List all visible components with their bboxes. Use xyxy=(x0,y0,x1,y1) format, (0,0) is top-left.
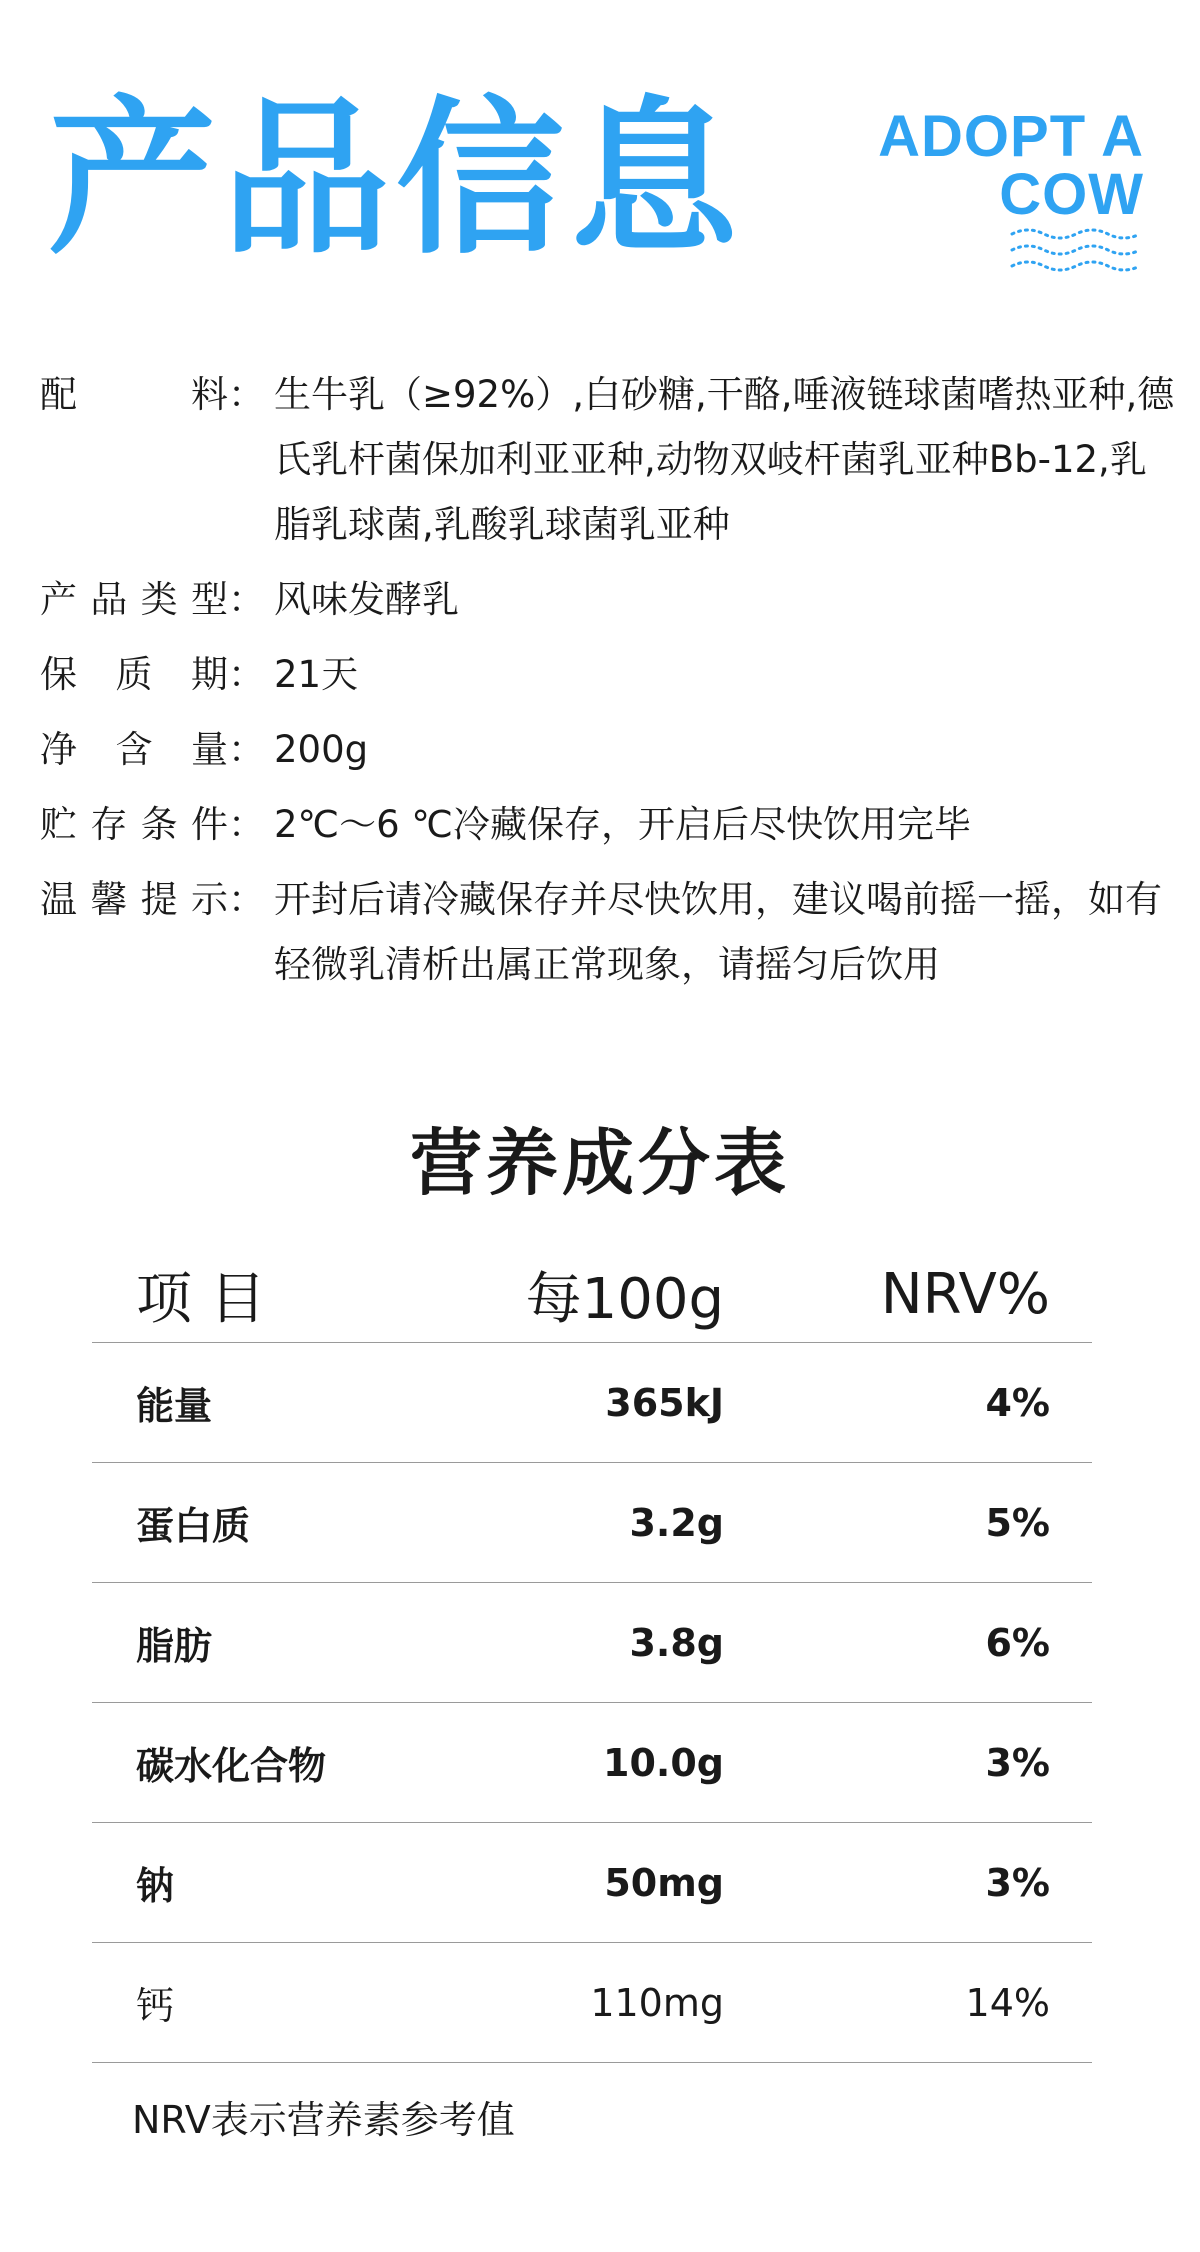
brand-line-1: ADOPT A xyxy=(878,104,1144,169)
table-header xyxy=(92,1247,1092,1343)
brand-line-2: COW xyxy=(999,162,1144,227)
nutrient-nrv: 3% xyxy=(985,1740,1050,1785)
info-row-net-content xyxy=(40,717,1180,782)
nutrient-name: 能量 xyxy=(136,1384,213,1428)
nutrient-nrv: 6% xyxy=(985,1620,1050,1665)
storage-value: 2℃～6 ℃冷藏保存，开启后尽快饮用完毕 xyxy=(274,803,971,846)
nutrient-nrv: 5% xyxy=(985,1500,1050,1545)
tips-value: 开封后请冷藏保存并尽快饮用，建议喝前摇一摇，如有轻微乳清析出属正常现象，请摇匀后饮用 xyxy=(274,878,1162,986)
table-row xyxy=(92,1943,1092,2063)
header-item: 项 目 xyxy=(136,1266,266,1332)
nutrient-name: 碳水化合物 xyxy=(136,1744,327,1788)
nutrient-nrv: 3% xyxy=(985,1860,1050,1905)
nutrient-nrv: 4% xyxy=(985,1380,1050,1425)
nutrient-per100: 365kJ xyxy=(605,1380,724,1425)
table-row xyxy=(92,1703,1092,1823)
brand-logo xyxy=(878,104,1144,227)
nutrient-per100: 110mg xyxy=(590,1980,724,2025)
info-row-storage xyxy=(40,792,1180,857)
info-label: 温 馨 提 示 ： xyxy=(40,878,265,921)
nutrient-per100: 3.8g xyxy=(629,1620,724,1665)
nutrient-nrv: 14% xyxy=(965,1980,1050,2025)
nutrient-per100: 10.0g xyxy=(603,1740,724,1785)
table-row xyxy=(92,1583,1092,1703)
info-row-type xyxy=(40,567,1180,632)
nutrient-name: 钙 xyxy=(136,1984,175,2028)
ingredients-value: 生牛乳（≥92%）,白砂糖,干酪,唾液链球菌嗜热亚种,德氏乳杆菌保加利亚亚种,动物双岐杆菌乳亚种Bb-12,乳脂乳球菌,乳酸乳球菌乳亚种 xyxy=(274,373,1175,546)
nutrition-title: 营养成分表 xyxy=(409,1121,790,1205)
waves-icon xyxy=(1010,228,1142,274)
info-row-ingredients xyxy=(40,362,1180,557)
header-nrv: NRV% xyxy=(880,1262,1050,1327)
header-per100: 每100g xyxy=(525,1266,724,1332)
info-label: 保 质 期 ： xyxy=(40,653,265,696)
info-label: 贮 存 条 件 ： xyxy=(40,803,265,846)
table-row xyxy=(92,1343,1092,1463)
page-title: 产品信息 xyxy=(48,81,744,277)
nutrient-name: 脂肪 xyxy=(136,1624,213,1668)
info-row-tips xyxy=(40,867,1180,997)
table-row xyxy=(92,1463,1092,1583)
nutrient-name: 蛋白质 xyxy=(136,1504,251,1548)
shelf-life-value: 21天 xyxy=(274,653,359,696)
info-label: 配 料 ： xyxy=(40,373,265,416)
nutrient-name: 钠 xyxy=(136,1864,175,1908)
info-label: 净 含 量 ： xyxy=(40,728,265,771)
nutrient-per100: 3.2g xyxy=(629,1500,724,1545)
table-row xyxy=(92,1823,1092,1943)
info-row-shelf-life xyxy=(40,642,1180,707)
nrv-footnote: NRV表示营养素参考值 xyxy=(132,2098,515,2142)
nutrient-per100: 50mg xyxy=(604,1860,724,1905)
info-label: 产 品 类 型 ： xyxy=(40,578,265,621)
type-value: 风味发酵乳 xyxy=(274,578,459,621)
net-content-value: 200g xyxy=(274,728,369,771)
product-info xyxy=(40,362,1180,1007)
nutrition-table xyxy=(92,1247,1092,2144)
